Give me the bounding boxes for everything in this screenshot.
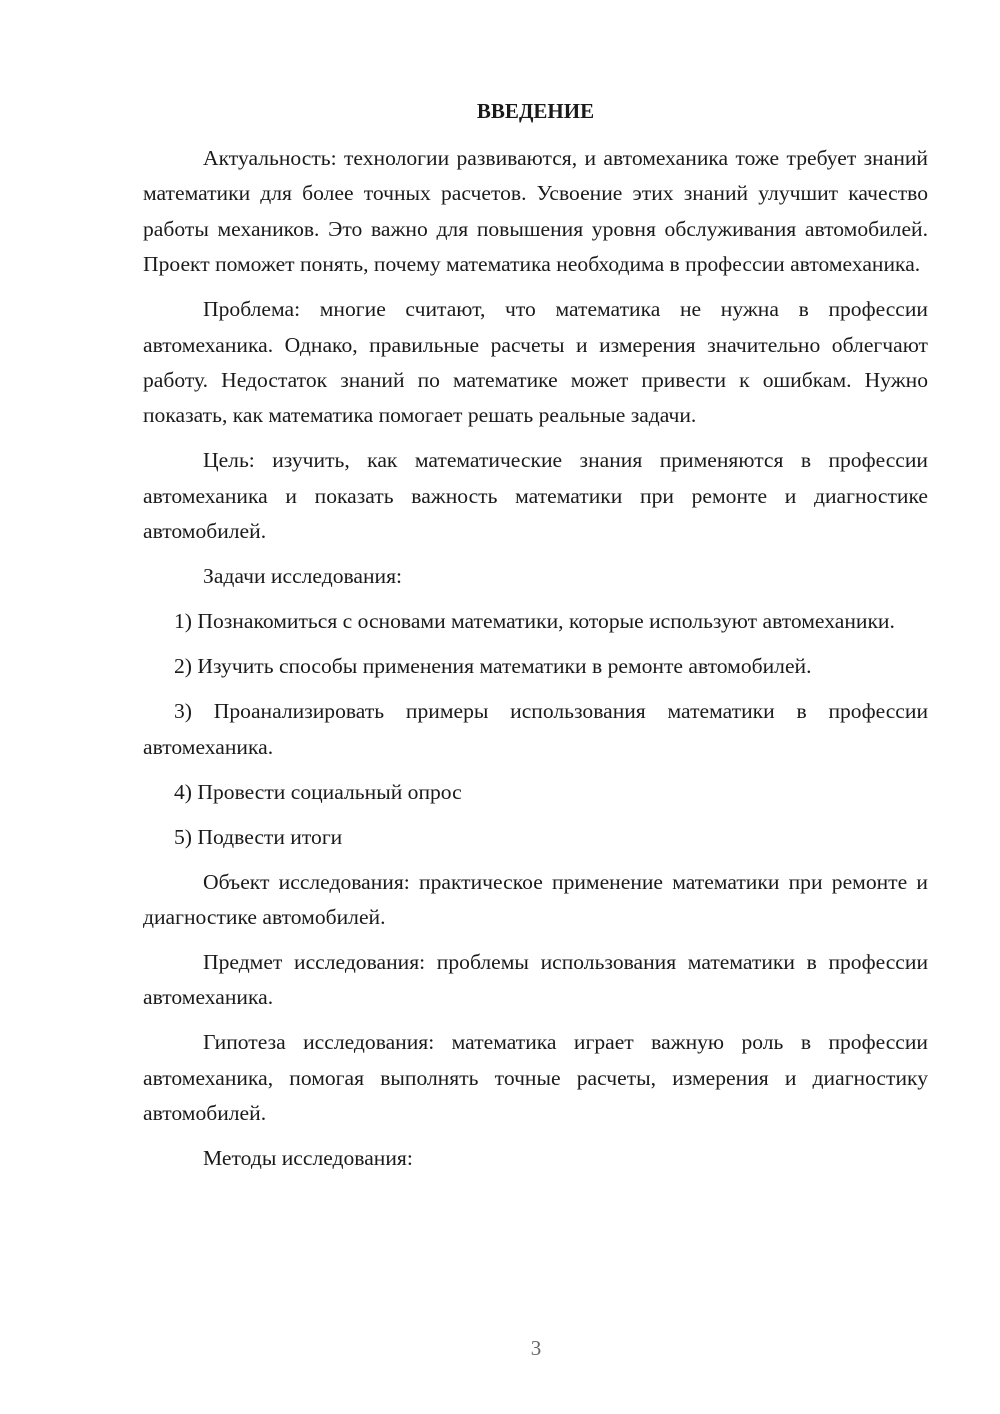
section-heading: ВВЕДЕНИЕ bbox=[476, 99, 595, 123]
task-item-1: 1) Познакомиться с основами математики, которые используют автомеханики. bbox=[174, 609, 895, 634]
paragraph-methods-title: Методы исследования: bbox=[203, 1146, 413, 1171]
task-item-3: 3) Проанализировать примеры использования математики в профессии автомеханика. bbox=[143, 699, 928, 759]
paragraph-tasks-title: Задачи исследования: bbox=[203, 564, 403, 589]
task-item-5: 5) Подвести итоги bbox=[174, 824, 343, 849]
paragraph-relevance: Актуальность: технологии развиваются, и автомеханика тоже требует знаний математики для более точных расчетов. Усвоение этих знаний улучшит качество работы механиков. Это важно для повышения уровня обслуживания автомобилей. Проект поможет понять, почему математика необходима в профессии автомеханика. bbox=[143, 146, 928, 277]
body-text bbox=[143, 141, 928, 1186]
paragraph-subject: Предмет исследования: проблемы использования математики в профессии автомеханика. bbox=[143, 950, 928, 1010]
paragraph-problem: Проблема: многие считают, что математика не нужна в профессии автомеханика. Однако, правильные расчеты и измерения значительно облегчают работу. Недостаток знаний по математике может привести к ошибкам. Нужно показать, как математика помогает решать реальные задачи. bbox=[143, 297, 928, 428]
paragraph-goal: Цель: изучить, как математические знания применяются в профессии автомеханика и показать важность математики при ремонте и диагностике автомобилей. bbox=[143, 448, 928, 544]
page-number: 3 bbox=[530, 1336, 542, 1360]
task-item-2: 2) Изучить способы применения математики в ремонте автомобилей. bbox=[174, 654, 812, 679]
paragraph-hypothesis: Гипотеза исследования: математика играет важную роль в профессии автомеханика, помогая выполнять точные расчеты, измерения и диагностику автомобилей. bbox=[143, 1030, 928, 1126]
task-item-4: 4) Провести социальный опрос bbox=[174, 779, 462, 804]
paragraph-object: Объект исследования: практическое применение математики при ремонте и диагностике автомобилей. bbox=[143, 869, 928, 930]
